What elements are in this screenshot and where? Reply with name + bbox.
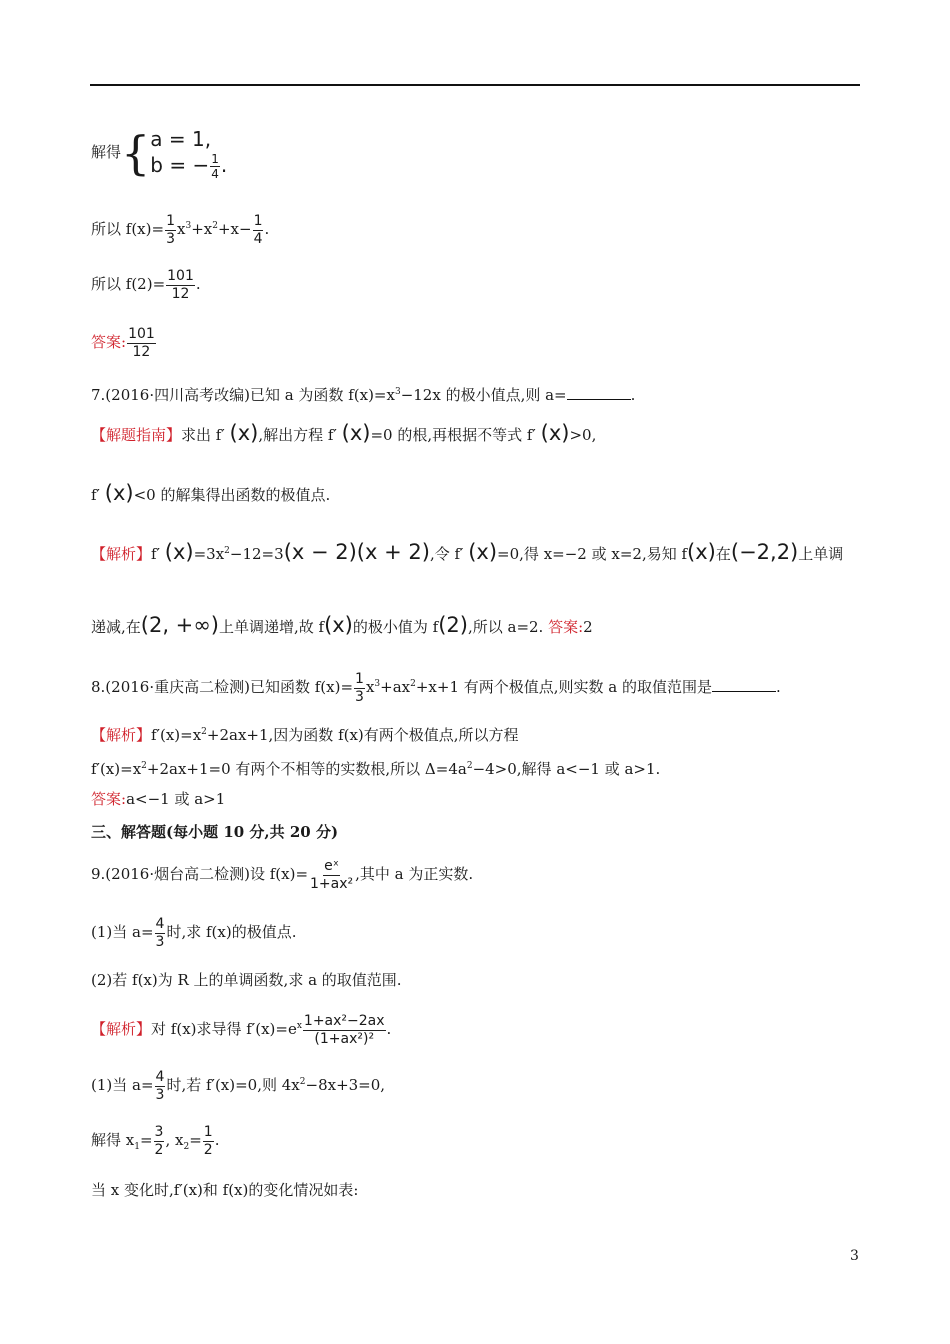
section-heading: 三、解答题(每小题 10 分,共 20 分): [91, 823, 339, 841]
header-rule: [90, 84, 860, 86]
answer-8: 答案:a<−1 或 a>1: [91, 790, 226, 808]
answer-blank: [567, 385, 631, 400]
solution-7: 【解析】f′ $(x)=3x^2-12=3(x - 2)(x + 2)$,令 f′ (x)=0,得 x=−2 或 x=2,易知 f(x)在(−2,2)上单调: [91, 540, 844, 564]
brace-icon: {: [121, 126, 151, 180]
solve-system-line: [91, 122, 227, 182]
question-9-part-1: (1)当 a= $\frac{4}{3}$ 时,求 f(x)的极值点.: [91, 915, 297, 950]
answer-label: 答案:: [91, 333, 127, 351]
solution-9: 【解析】对 f(x)求导得 $f'(x)=e^x$ $\frac{\text{1+ax²−2ax}}{\text{(1+ax²)²}}$ .: [91, 1012, 392, 1047]
solution-8: 【解析】$f'(x)=x^2+2ax+1$,因为函数 f(x)有两个极值点,所以方程: [91, 726, 519, 744]
question-7: 7.(2016·四川高考改编)已知 a 为函数 $f(x)=x^3-12x$ 的极小值点,则 a= .: [91, 386, 636, 404]
answer-6-line: 答案: $\frac{101}{12}$: [91, 325, 155, 360]
solution-9-roots: 解得 $x_1=$ $\frac{3}{2}$ , $x_2=$ $\frac{1}{2}$ .: [91, 1123, 220, 1158]
page-number: 3: [850, 1248, 859, 1264]
answer-blank: [712, 677, 776, 692]
solution-7-cont: 递减,在(2, +∞)上单调递增,故 f(x)的极小值为 f(2),所以 a=2. 答案:2: [91, 613, 593, 637]
guide-7: 【解题指南】求出 f′ (x),解出方程 f′ (x)=0 的根,再根据不等式 f′ (x)>0,: [91, 421, 597, 445]
guide-7-cont: f′ (x)<0 的解集得出函数的极值点.: [91, 481, 331, 505]
solution-9-part-1: (1)当 a= $\frac{4}{3}$ 时,若 f′(x)=0,则 $4x^2-8x+3=0$,: [91, 1068, 386, 1103]
solve-label: 解得: [91, 143, 122, 161]
solution-8-cont: $f'(x)=x^2+2ax+1=0$ 有两个不相等的实数根,所以 $\Delta=4a^2-4>0$,解得 a<−1 或 a>1.: [91, 760, 661, 778]
equation-a: a = 1,: [150, 126, 212, 151]
question-8: 8.(2016·重庆高二检测)已知函数 f(x)= $\frac{1}{3}$ $x^3+ax^2+x+1$ 有两个极值点,则实数 a 的取值范围是 .: [91, 670, 781, 705]
question-9-part-2: (2)若 f(x)为 R 上的单调函数,求 a 的取值范围.: [91, 971, 402, 989]
equation-system: [150, 126, 227, 181]
solution-label: 【解析】: [91, 545, 152, 563]
equation-b: b = − $\frac{1}{4}$ .: [150, 151, 228, 181]
f2-value-line: 所以 f(2)= $\frac{101}{12}$ .: [91, 267, 201, 302]
solution-9-table-intro: 当 x 变化时,f′(x)和 f(x)的变化情况如表:: [91, 1181, 359, 1199]
fx-expression-line: 所以 f(x)= $\frac{1}{3}$ $x^3+x^2+x-$ $\frac{1}{4}$ .: [91, 212, 270, 247]
guide-label: 【解题指南】: [91, 426, 182, 444]
question-9: 9.(2016·烟台高二检测)设 f(x)= $\frac{\text{eˣ}}{\text{1+ax²}}$ ,其中 a 为正实数.: [91, 857, 474, 892]
